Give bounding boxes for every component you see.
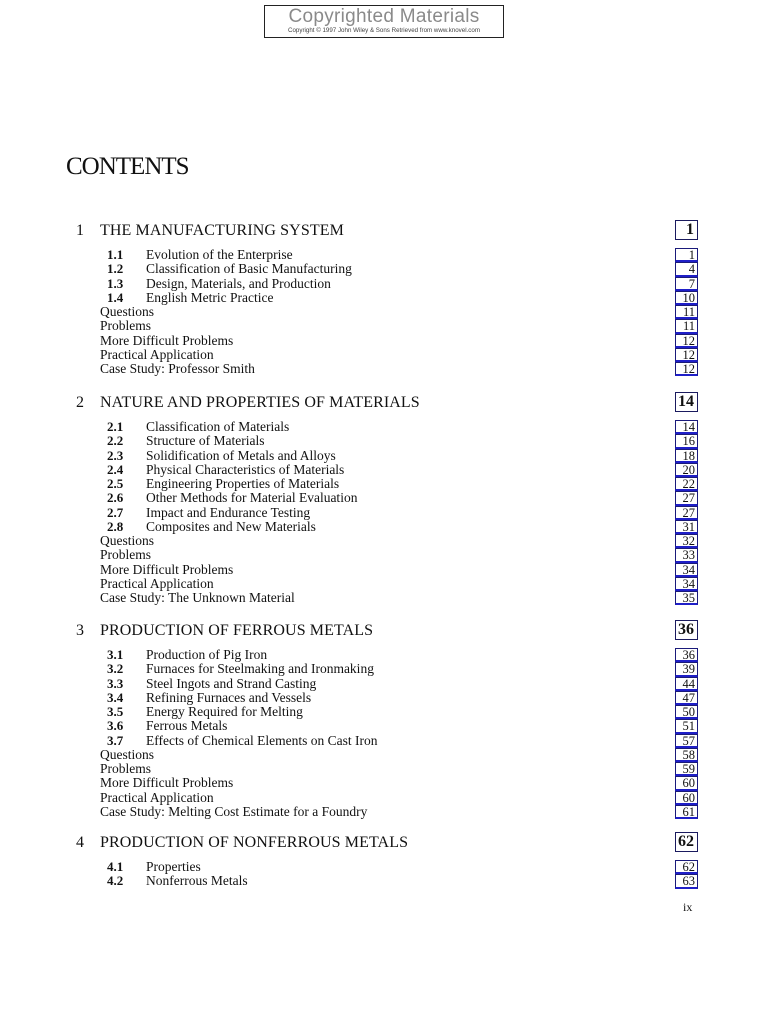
entry-title: Problems [100,547,152,563]
entry-page-link[interactable]: 12 [675,334,698,348]
section-title: Classification of Basic Manufacturing [146,261,352,277]
section-entry [0,248,768,262]
entry-page-link[interactable]: 1 [675,248,698,262]
section-title: Engineering Properties of Materials [146,476,340,491]
chapter-heading [0,620,768,644]
entry-page-link[interactable]: 14 [675,420,698,434]
entry-page-link[interactable]: 34 [675,577,698,591]
entry-page-link[interactable]: 22 [675,477,698,491]
entry-title: Questions [100,533,154,548]
section-entry [0,691,768,705]
entry-title: Case Study: Melting Cost Estimate for a Foundry [100,803,368,819]
section-number: 2.8 [107,518,124,534]
section-title: Energy Required for Melting [146,704,303,719]
section-entry [0,520,768,534]
entry-title: More Difficult Problems [100,775,234,791]
supplement-entry [0,791,768,805]
entry-page-link[interactable]: 27 [675,506,698,520]
section-entry [0,705,768,719]
section-entry [0,277,768,291]
supplement-entry [0,591,768,605]
section-title: Impact and Endurance Testing [146,504,311,520]
section-title: Structure of Materials [146,433,265,449]
entry-page-link[interactable]: 31 [675,520,698,534]
entry-page-link[interactable]: 11 [675,305,698,319]
entry-page-link[interactable]: 12 [675,362,698,376]
chapter-number: 2 [76,394,84,411]
section-title: Other Methods for Material Evaluation [146,490,358,506]
entry-title: More Difficult Problems [100,332,234,348]
section-entry [0,648,768,662]
entry-title: Problems [100,318,152,334]
section-number: 2.2 [107,433,124,449]
section-title: Design, Materials, and Production [146,275,331,291]
section-entry [0,491,768,505]
section-number: 3.6 [107,718,124,734]
entry-page-link[interactable]: 44 [675,677,698,691]
section-number: 2.1 [107,419,124,434]
section-number: 3.4 [107,689,124,705]
entry-page-link[interactable]: 27 [675,491,698,505]
section-number: 1.2 [107,261,124,277]
section-entry [0,677,768,691]
section-number: 4.1 [107,859,124,874]
chapter-page-link[interactable]: 14 [675,392,698,412]
section-entry [0,262,768,276]
entry-page-link[interactable]: 16 [675,434,698,448]
section-number: 1.1 [107,247,124,262]
supplement-entry [0,762,768,776]
section-title: Steel Ingots and Strand Casting [146,675,317,691]
section-entry [0,291,768,305]
section-number: 1.3 [107,275,124,291]
chapter-number: 4 [76,834,84,851]
entry-page-link[interactable]: 51 [675,719,698,733]
entry-page-link[interactable]: 18 [675,449,698,463]
supplement-entry [0,319,768,333]
supplement-entry [0,805,768,819]
entry-page-link[interactable]: 34 [675,563,698,577]
section-entry [0,860,768,874]
supplement-entry [0,534,768,548]
section-entry [0,734,768,748]
chapter-page-link[interactable]: 62 [675,832,698,852]
chapter-title: THE MANUFACTURING SYSTEM [100,222,344,239]
section-number: 3.1 [107,647,124,662]
entry-title: Practical Application [100,789,214,805]
section-entry [0,506,768,520]
banner-title: Copyrighted Materials [288,6,480,27]
entry-page-link[interactable]: 47 [675,691,698,705]
entry-title: Practical Application [100,346,214,362]
supplement-entry [0,362,768,376]
contents-heading: CONTENTS [66,153,189,180]
section-number: 2.5 [107,476,124,491]
entry-page-link[interactable]: 4 [675,262,698,276]
entry-page-link[interactable]: 7 [675,277,698,291]
section-entry [0,420,768,434]
section-title: Composites and New Materials [146,518,316,534]
section-number: 3.7 [107,732,124,748]
section-number: 1.4 [107,289,124,305]
entry-page-link[interactable]: 10 [675,291,698,305]
chapter-title: PRODUCTION OF FERROUS METALS [100,622,374,639]
chapter-number: 3 [76,622,84,639]
section-title: Refining Furnaces and Vessels [146,689,312,705]
supplement-entry [0,563,768,577]
section-title: Classification of Materials [146,419,290,434]
section-number: 3.5 [107,704,124,719]
entry-page-link[interactable]: 33 [675,548,698,562]
section-entry [0,463,768,477]
entry-page-link[interactable]: 11 [675,319,698,333]
entry-title: More Difficult Problems [100,561,234,577]
section-title: Ferrous Metals [146,718,228,734]
chapter-heading [0,832,768,856]
entry-title: Questions [100,304,154,319]
section-title: Nonferrous Metals [146,873,248,889]
entry-page-link[interactable]: 20 [675,463,698,477]
entry-title: Case Study: The Unknown Material [100,590,295,605]
section-entry [0,449,768,463]
banner-subtitle: Copyright © 1997 John Wiley & Sons Retrieved from www.knovel.com [288,27,480,34]
section-title: Physical Characteristics of Materials [146,461,345,477]
section-title: Solidification of Metals and Alloys [146,447,336,463]
supplement-entry [0,348,768,362]
entry-title: Case Study: Professor Smith [100,361,255,376]
entry-page-link[interactable]: 39 [675,662,698,676]
entry-page-link[interactable]: 61 [675,805,698,819]
section-number: 2.4 [107,461,124,477]
entry-page-link[interactable]: 36 [675,648,698,662]
chapter-title: PRODUCTION OF NONFERROUS METALS [100,834,409,851]
section-title: Properties [146,859,201,874]
section-entry [0,874,768,888]
section-number: 3.2 [107,661,124,677]
section-number: 2.7 [107,504,124,520]
section-number: 3.3 [107,675,124,691]
entry-page-link[interactable]: 50 [675,705,698,719]
section-entry [0,719,768,733]
chapter-page-link[interactable]: 1 [675,220,698,240]
supplement-entry [0,776,768,790]
supplement-entry [0,748,768,762]
entry-page-link[interactable]: 57 [675,734,698,748]
entry-title: Practical Application [100,575,214,591]
entry-page-link[interactable]: 35 [675,591,698,605]
section-number: 4.2 [107,873,124,889]
section-title: English Metric Practice [146,289,274,305]
entry-page-link[interactable]: 62 [675,860,698,874]
chapter-number: 1 [76,222,84,239]
entry-page-link[interactable]: 32 [675,534,698,548]
supplement-entry [0,334,768,348]
entry-title: Problems [100,761,152,776]
section-title: Production of Pig Iron [146,647,268,662]
chapter-heading [0,392,768,416]
entry-title: Questions [100,746,154,762]
section-entry [0,662,768,676]
entry-page-link[interactable]: 59 [675,762,698,776]
page-number: ix [683,900,693,914]
chapter-heading [0,220,768,244]
section-title: Effects of Chemical Elements on Cast Iron [146,732,378,748]
section-entry [0,434,768,448]
chapter-title: NATURE AND PROPERTIES OF MATERIALS [100,394,420,411]
chapter-page-link[interactable]: 36 [675,620,698,640]
supplement-entry [0,548,768,562]
section-number: 2.3 [107,447,124,463]
entry-page-link[interactable]: 58 [675,748,698,762]
entry-page-link[interactable]: 12 [675,348,698,362]
section-entry [0,477,768,491]
entry-page-link[interactable]: 63 [675,874,698,888]
section-title: Evolution of the Enterprise [146,247,293,262]
section-title: Furnaces for Steelmaking and Ironmaking [146,661,374,677]
supplement-entry [0,577,768,591]
entry-page-link[interactable]: 60 [675,776,698,790]
section-number: 2.6 [107,490,124,506]
entry-page-link[interactable]: 60 [675,791,698,805]
supplement-entry [0,305,768,319]
